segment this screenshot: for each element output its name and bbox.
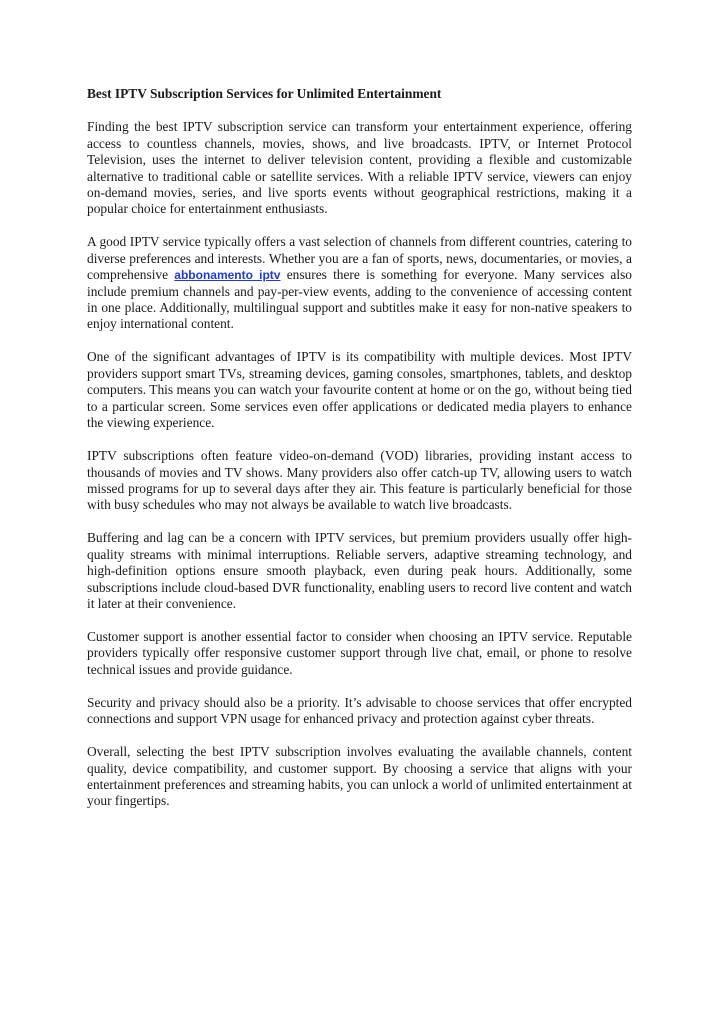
paragraph-5: Buffering and lag can be a concern with IPTV services, but premium providers usually offer high-quality streams with minimal interruptions. Reliable servers, adaptive streaming technology, and high-definition options ensure smooth playback, even during peak hours. Additionally, some subscriptions include cloud-based DVR functionality, enabling users to record live content and watch it later at their convenience. xyxy=(87,530,632,611)
paragraph-3: One of the significant advantages of IPTV is its compatibility with multiple devices. Most IPTV providers support smart TVs, streaming devices, gaming consoles, smartphones, tablets, and desktop computers. This means you can watch your favourite content at home or on the go, without being tied to a particular screen. Some services even offer applications or dedicated media players to enhance the viewing experience. xyxy=(87,349,632,431)
paragraph-8: Overall, selecting the best IPTV subscription involves evaluating the available channels, content quality, device compatibility, and customer support. By choosing a service that aligns with your entertainment preferences and streaming habits, you can unlock a world of unlimited entertainment at your fingertips. xyxy=(87,744,632,809)
paragraph-2 xyxy=(87,234,632,332)
paragraph-7: Security and privacy should also be a priority. It’s advisable to choose services that offer encrypted connections and support VPN usage for enhanced privacy and protection against cyber threats. xyxy=(87,694,632,727)
document-body xyxy=(87,86,632,826)
document-title: Best IPTV Subscription Services for Unlimited Entertainment xyxy=(87,86,442,101)
paragraph-2-text-after: ensures there is something for everyone. Many services also include premium channels and pay-per-view events, adding to the convenience of accessing content in one place. Additionally, multilingual support and subtitles make it easy for non-native speakers to enjoy international content. xyxy=(87,267,632,332)
paragraph-1: Finding the best IPTV subscription service can transform your entertainment experience, offering access to countless channels, movies, shows, and live broadcasts. IPTV, or Internet Protocol Television, uses the internet to deliver television content, providing a flexible and customizable alternative to traditional cable or satellite services. With a reliable IPTV service, viewers can enjoy on-demand movies, series, and live sports events without geographical restrictions, making it a popular choice for entertainment enthusiasts. xyxy=(87,119,632,217)
abbonamento-iptv-link[interactable]: abbonamento iptv xyxy=(174,268,281,283)
paragraph-6: Customer support is another essential factor to consider when choosing an IPTV service. Reputable providers typically offer responsive customer support through live chat, email, or phone to resolve technical issues and provide guidance. xyxy=(87,628,632,677)
paragraph-4: IPTV subscriptions often feature video-on-demand (VOD) libraries, providing instant access to thousands of movies and TV shows. Many providers also offer catch-up TV, allowing users to watch missed programs for up to several days after they air. This feature is particularly beneficial for those with busy schedules who may not always be available to watch live broadcasts. xyxy=(87,448,632,513)
paragraph-2-text-before: A good IPTV service typically offers a vast selection of channels from different countries, catering to diverse preferences and interests. Whether you are a fan of sports, news, documentaries, or movies, a comprehensive xyxy=(87,234,632,283)
